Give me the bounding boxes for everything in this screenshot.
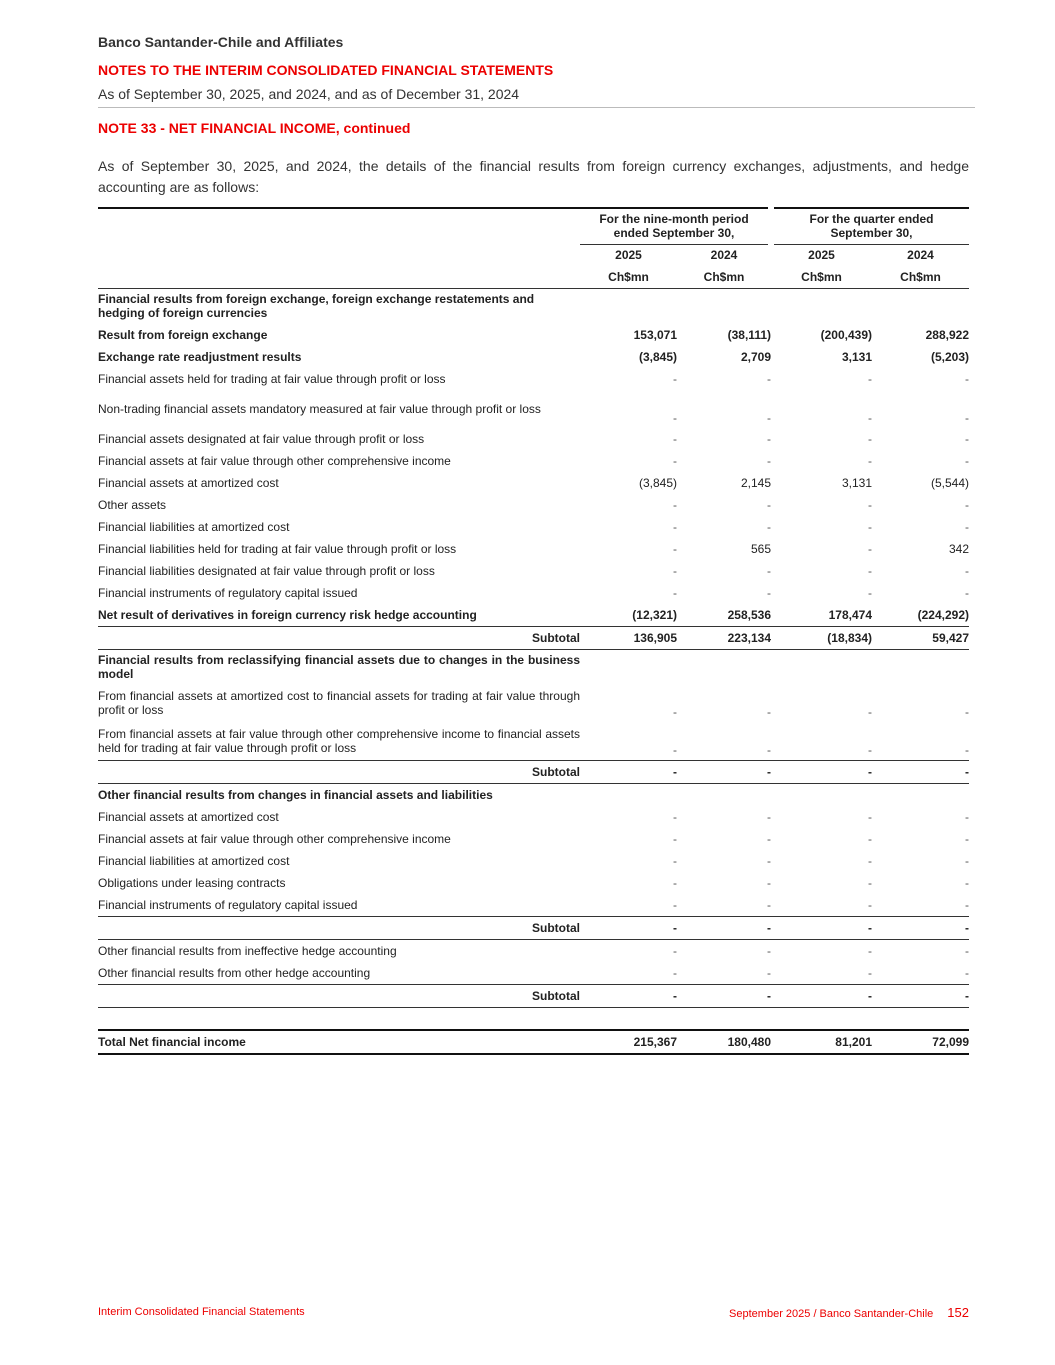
cell-value: - (868, 454, 872, 468)
cell-value: (200,439) (820, 328, 872, 342)
cell-value: - (965, 742, 969, 757)
cell-value: - (965, 586, 969, 600)
cell-value: - (868, 853, 872, 868)
cell-value: - (673, 542, 677, 556)
table-row (98, 872, 969, 894)
page-number: 152 (947, 1305, 969, 1320)
cell-value: 258,536 (727, 608, 771, 622)
cell-value: - (580, 916, 677, 939)
row-label: Non-trading financial assets mandatory measured at fair value through profit or loss (98, 402, 541, 416)
note-title: NOTE 33 - NET FINANCIAL INCOME, continued (98, 120, 411, 136)
year-header: 2025 (808, 248, 835, 263)
table-row (98, 516, 969, 538)
cell-value: - (868, 586, 872, 600)
cell-value: - (673, 498, 677, 512)
subtotal-row (98, 627, 969, 650)
cell-value: - (677, 984, 771, 1007)
section-title: Other financial results from changes in financial assets and liabilities (98, 783, 580, 806)
cell-value: - (767, 809, 771, 824)
cell-value: - (673, 853, 677, 868)
row-label: Financial instruments of regulatory capital issued (98, 586, 358, 600)
footer-right-text: September 2025 / Banco Santander-Chile (729, 1308, 934, 1320)
section-header (98, 288, 969, 324)
cell-value: - (767, 372, 771, 386)
cell-value: 81,201 (771, 1030, 872, 1054)
table-row (98, 722, 969, 761)
cell-value: - (767, 498, 771, 512)
cell-value: - (677, 760, 771, 783)
unit-header: Ch$mn (801, 269, 842, 284)
cell-value: - (868, 520, 872, 534)
cell-value: - (771, 984, 872, 1007)
table-row (98, 684, 969, 722)
row-label: Financial assets held for trading at fair value through profit or loss (98, 372, 446, 386)
cell-value: - (965, 809, 969, 824)
cell-value: - (767, 564, 771, 578)
row-label: Exchange rate readjustment results (98, 350, 302, 364)
footer-right (729, 1305, 969, 1320)
row-label: Financial assets at fair value through other comprehensive income (98, 831, 451, 846)
subtotal-label: Subtotal (98, 916, 580, 939)
cell-value: 153,071 (633, 328, 677, 342)
cell-value: - (580, 939, 677, 962)
cell-value: 72,099 (872, 1030, 969, 1054)
cell-value: - (868, 897, 872, 912)
table-row (98, 494, 969, 516)
cell-value: - (677, 939, 771, 962)
cell-value: - (673, 742, 677, 757)
cell-value: - (868, 742, 872, 757)
cell-value: - (868, 432, 872, 446)
cell-value: - (868, 965, 872, 980)
cell-value: - (868, 564, 872, 578)
section-title: Financial results from foreign exchange, foreign exchange restatements and hedging of foreign currencies (98, 288, 580, 324)
subtotal-label: Subtotal (98, 760, 580, 783)
cell-value: - (767, 586, 771, 600)
cell-value: - (872, 760, 969, 783)
company-name: Banco Santander-Chile and Affiliates (98, 34, 344, 50)
cell-value: - (767, 520, 771, 534)
cell-value: - (965, 704, 969, 719)
row-label: Financial liabilities held for trading at fair value through profit or loss (98, 542, 457, 556)
cell-value: (5,544) (930, 476, 969, 490)
row-label: From financial assets at amortized cost to financial assets for trading at fair value through profit or loss (98, 688, 580, 717)
cell-value: - (771, 939, 872, 962)
row-label: Financial liabilities designated at fair value through profit or loss (98, 564, 435, 578)
cell-value: - (673, 564, 677, 578)
cell-value: - (965, 831, 969, 846)
unit-header: Ch$mn (703, 269, 745, 284)
cell-value: - (872, 916, 969, 939)
section-header (98, 783, 969, 806)
cell-value: - (965, 965, 969, 980)
table-row (98, 368, 969, 390)
cell-value: 178,474 (828, 608, 872, 622)
cell-value: 180,480 (677, 1030, 771, 1054)
cell-value: - (771, 916, 872, 939)
year-header: 2024 (907, 248, 934, 263)
section-title: Financial results from reclassifying financial assets due to changes in the business model (98, 650, 580, 684)
cell-value: - (673, 965, 677, 980)
cell-value: - (677, 916, 771, 939)
cell-value: - (771, 760, 872, 783)
cell-value: (12,321) (632, 608, 677, 622)
cell-value: (3,845) (638, 350, 677, 364)
cell-value: (224,292) (917, 608, 969, 622)
row-label: Other financial results from other hedge accounting (98, 965, 371, 980)
cell-value: - (965, 853, 969, 868)
cell-value: - (673, 875, 677, 890)
unit-header: Ch$mn (608, 269, 649, 284)
section-header (98, 650, 969, 684)
cell-value: - (868, 498, 872, 512)
cell-value: (3,845) (638, 476, 677, 490)
cell-value: - (868, 704, 872, 719)
cell-value: - (965, 564, 969, 578)
cell-value: - (965, 411, 969, 425)
cell-value: - (767, 742, 771, 757)
notes-title: NOTES TO THE INTERIM CONSOLIDATED FINANCIAL STATEMENTS (98, 62, 554, 78)
table-row (98, 828, 969, 850)
cell-value: - (965, 454, 969, 468)
cell-value: - (965, 520, 969, 534)
cell-value: - (767, 897, 771, 912)
cell-value: 342 (948, 542, 969, 556)
row-label: Financial assets at fair value through other comprehensive income (98, 454, 451, 468)
cell-value: - (872, 939, 969, 962)
cell-value: - (673, 432, 677, 446)
row-label: Financial assets at amortized cost (98, 809, 279, 824)
table-row (98, 850, 969, 872)
row-label: Financial instruments of regulatory capital issued (98, 897, 358, 912)
cell-value: (38,111) (727, 328, 771, 342)
cell-value: 136,905 (580, 627, 677, 650)
cell-value: - (673, 704, 677, 719)
cell-value: 288,922 (925, 328, 969, 342)
cell-value: - (580, 984, 677, 1007)
cell-value: - (767, 411, 771, 425)
cell-value: - (767, 965, 771, 980)
cell-value: 2,145 (740, 476, 771, 490)
row-label: From financial assets at fair value through other comprehensive income to financial assets held for trading at fair value through profit or loss (98, 726, 580, 755)
cell-value: 3,131 (841, 476, 872, 490)
cell-value: - (767, 831, 771, 846)
cell-value: - (673, 454, 677, 468)
header-quarter: For the quarter ended September 30, (771, 208, 969, 244)
subtotal-row (98, 984, 969, 1007)
cell-value: - (673, 372, 677, 386)
row-label: Other financial results from ineffective hedge accounting (98, 939, 580, 962)
table-row (98, 390, 969, 428)
row-label: Financial assets designated at fair value through profit or loss (98, 432, 425, 446)
row-label: Net result of derivatives in foreign currency risk hedge accounting (98, 608, 477, 622)
intro-paragraph: As of September 30, 2025, and 2024, the details of the financial results from foreign currency exchanges, adjustments, and hedge accounting are as follows: (98, 158, 969, 195)
table-row (98, 538, 969, 560)
cell-value: - (868, 372, 872, 386)
cell-value: - (965, 498, 969, 512)
row-label: Financial liabilities at amortized cost (98, 853, 290, 868)
cell-value: - (868, 831, 872, 846)
cell-value: - (868, 875, 872, 890)
table-row (98, 582, 969, 604)
year-header: 2024 (710, 248, 738, 263)
footer-left: Interim Consolidated Financial Statements (98, 1306, 305, 1318)
cell-value: - (767, 853, 771, 868)
row-label: Result from foreign exchange (98, 328, 268, 342)
cell-value: 215,367 (580, 1030, 677, 1054)
row-label: Other assets (98, 498, 167, 512)
table-row (98, 346, 969, 368)
cell-value: - (872, 984, 969, 1007)
header-divider (98, 107, 975, 108)
cell-value: 3,131 (841, 350, 872, 364)
cell-value: (5,203) (930, 350, 969, 364)
cell-value: (18,834) (771, 627, 872, 650)
table-row (98, 939, 969, 962)
cell-value: - (965, 875, 969, 890)
table-row (98, 806, 969, 828)
cell-value: - (868, 411, 872, 425)
table-row (98, 962, 969, 985)
cell-value: - (673, 520, 677, 534)
subtotal-row (98, 916, 969, 939)
table-row (98, 472, 969, 494)
unit-header: Ch$mn (900, 269, 941, 284)
cell-value: - (965, 372, 969, 386)
total-label: Total Net financial income (98, 1030, 580, 1054)
cell-value: - (673, 411, 677, 425)
table-row (98, 604, 969, 627)
table-row (98, 894, 969, 917)
cell-value: - (767, 704, 771, 719)
subtotal-label: Subtotal (98, 984, 580, 1007)
cell-value: - (580, 760, 677, 783)
cell-value: - (673, 809, 677, 824)
cell-value: - (767, 432, 771, 446)
cell-value: - (673, 897, 677, 912)
cell-value: - (673, 586, 677, 600)
cell-value: - (965, 897, 969, 912)
cell-value: 59,427 (872, 627, 969, 650)
subtotal-row (98, 760, 969, 783)
header-nine-month: For the nine-month period ended September 30, (580, 208, 771, 244)
cell-value: - (767, 875, 771, 890)
cell-value: - (868, 809, 872, 824)
cell-value: 565 (750, 542, 771, 556)
row-label: Financial liabilities at amortized cost (98, 520, 290, 534)
total-row (98, 1030, 969, 1054)
net-financial-income-table (98, 207, 969, 1055)
cell-value: - (673, 831, 677, 846)
row-label: Financial assets at amortized cost (98, 476, 279, 490)
table-row (98, 560, 969, 582)
table-row (98, 324, 969, 346)
spacer-row (98, 1007, 969, 1030)
cell-value: - (868, 542, 872, 556)
table-row (98, 428, 969, 450)
row-label: Obligations under leasing contracts (98, 875, 286, 890)
cell-value: 223,134 (677, 627, 771, 650)
cell-value: - (965, 432, 969, 446)
cell-value: 2,709 (740, 350, 771, 364)
year-header: 2025 (615, 248, 642, 263)
as-of-date: As of September 30, 2025, and 2024, and as of December 31, 2024 (98, 86, 520, 102)
cell-value: - (767, 454, 771, 468)
table-row (98, 450, 969, 472)
subtotal-label: Subtotal (98, 627, 580, 650)
